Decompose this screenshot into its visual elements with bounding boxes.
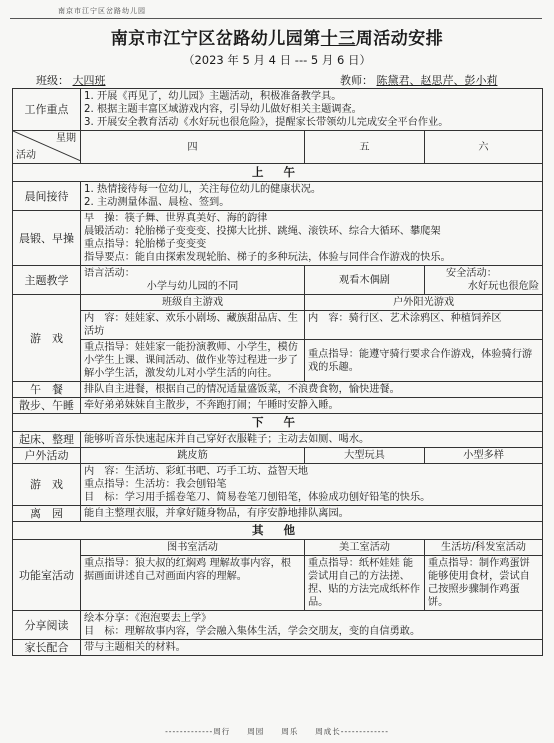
lunch-content: 排队自主进餐，根据自己的情况适量盛饭菜，不浪费食物，愉快进餐。: [81, 382, 543, 398]
reading-label: 分享阅读: [13, 611, 81, 640]
morning-game-title-row: [13, 295, 543, 311]
leave-row: [13, 506, 543, 522]
theme-saturday-value: 水好玩也很危险: [467, 281, 540, 292]
reception-item: 1. 热情接待每一位幼儿，关注每位幼儿的健康状况。: [84, 184, 322, 195]
afternoon-game-row: [13, 464, 543, 506]
afternoon-outdoor-thursday: 跳皮筋: [81, 448, 305, 464]
corner-activity: 活动: [16, 150, 36, 161]
teacher-label: 教师：: [340, 74, 373, 87]
function-room-title-row: [13, 540, 543, 556]
date-range: （2023 年 5 月 4 日 --- 5 月 6 日）: [182, 53, 372, 67]
outdoor-game-content: 内 容：骑行区、艺术涂鸦区、种植饲养区: [305, 311, 543, 340]
theme-thursday-value: 小学与幼儿园的不同: [146, 281, 239, 292]
afternoon-section-title: 下 午: [13, 414, 543, 432]
day-corner-cell: [13, 131, 81, 164]
theme-thursday-type: 语言活动：: [84, 268, 135, 279]
page-title: [0, 24, 554, 49]
lunch-row: [13, 382, 543, 398]
parent-row: [13, 640, 543, 656]
library-room-title: 图书室活动: [81, 540, 305, 556]
afternoon-game-line: 目 标：学习用手摇卷笔刀、简易卷笔刀刨铅笔，体验成功刨好铅笔的快乐。: [84, 492, 431, 503]
teacher-value: 陈黛君、赵思芹、彭小莉: [376, 74, 498, 87]
theme-friday-value: 观看木偶剧: [305, 266, 425, 295]
school-header-small: 南京市江宁区岔路幼儿园: [58, 7, 146, 15]
day-header-row: [13, 131, 543, 164]
outdoor-game-focus: 重点指导：能遵守骑行要求合作游戏，体验骑行游戏的乐趣。: [305, 340, 543, 382]
reception-item: 2. 主动测量体温、晨检、签到。: [84, 197, 230, 208]
morning-game-content-row: [13, 311, 543, 340]
walk-nap-content: 牵好弟弟妹妹自主散步，不奔跑打闹；午睡时安静入睡。: [81, 398, 543, 414]
other-section-title: 其 他: [13, 522, 543, 540]
day-friday: 五: [305, 131, 425, 164]
indoor-game-content: 内 容：娃娃家、欢乐小剧场、藏族甜品店、生活坊: [81, 311, 305, 340]
theme-label: 主题教学: [13, 266, 81, 295]
focus-row: [13, 89, 543, 131]
indoor-game-title: 班级自主游戏: [81, 295, 305, 311]
exercise-label: 晨锻、早操: [13, 211, 81, 266]
life-room-title: 生活坊/科发室活动: [425, 540, 543, 556]
teacher-info: [340, 72, 498, 88]
reception-row: [13, 182, 543, 211]
class-value: 大四班: [72, 74, 106, 87]
focus-item: 2. 根据主题丰富区域游戏内容，引导幼儿做好相关主题调查。: [84, 104, 362, 115]
week-number: 十三: [320, 29, 356, 49]
focus-content: [81, 89, 543, 131]
reception-label: 晨间接待: [13, 182, 81, 211]
reading-line: 目 标：理解故事内容，学会融入集体生活，学会交朋友，变的自信勇敢。: [84, 626, 421, 637]
function-room-content-row: [13, 556, 543, 611]
morning-section-title: 上 午: [13, 164, 543, 182]
wake-content: 能够听音乐快速起床并自己穿好衣服鞋子；主动去如厕、喝水。: [81, 432, 543, 448]
parent-label: 家长配合: [13, 640, 81, 656]
afternoon-outdoor-friday: 大型玩具: [305, 448, 425, 464]
afternoon-game-label: 游 戏: [13, 464, 81, 506]
afternoon-outdoor-row: [13, 448, 543, 464]
day-thursday: 四: [81, 131, 305, 164]
afternoon-outdoor-label: 户外活动: [13, 448, 81, 464]
leave-label: 离 园: [13, 506, 81, 522]
class-info: [36, 72, 106, 88]
wake-label: 起床、整理: [13, 432, 81, 448]
exercise-line: 指导要点：能自由探索发现轮胎、梯子的多种玩法，体验与同伴合作游戏的快乐。: [84, 252, 451, 263]
corner-weekday: 星期: [56, 133, 76, 144]
other-section-row: [13, 522, 543, 540]
morning-game-label: 游 戏: [13, 295, 81, 382]
exercise-content: [81, 211, 543, 266]
function-room-label: 功能室活动: [13, 540, 81, 611]
afternoon-outdoor-saturday: 小型多样: [425, 448, 543, 464]
parent-content: 带与主题相关的材料。: [81, 640, 543, 656]
afternoon-section-row: [13, 414, 543, 432]
library-room-content: 重点指导：狼大叔的红焖鸡 理解故事内容，根据画面讲述自己对画面内容的理解。: [81, 556, 305, 611]
afternoon-game-line: 内 容：生活坊、彩虹书吧、巧手工坊、益智天地: [84, 466, 309, 477]
theme-saturday: [425, 266, 543, 295]
exercise-line: 重点指导：轮胎梯子变变变: [84, 239, 207, 250]
leave-content: 能自主整理衣服，并拿好随身物品，有序安静地排队离园。: [81, 506, 543, 522]
exercise-row: [13, 211, 543, 266]
reading-content: [81, 611, 543, 640]
life-room-content: 重点指导：制作鸡蛋饼 能够使用食材，尝试自己按照步骤制作鸡蛋饼。: [425, 556, 543, 611]
reading-line: 绘本分享：《泡泡要去上学》: [84, 613, 212, 624]
afternoon-game-line: 重点指导：生活坊：我会刨铅笔: [84, 479, 227, 490]
focus-item: 3. 开展安全教育活动《水好玩也很危险》，提醒家长带领幼儿完成安全平台作业。: [84, 117, 449, 128]
schedule-table: [12, 88, 543, 656]
walk-nap-row: [13, 398, 543, 414]
lunch-label: 午 餐: [13, 382, 81, 398]
title-prefix: 南京市江宁区岔路幼儿园第: [110, 29, 321, 49]
theme-row: [13, 266, 543, 295]
exercise-line: 晨锻活动：轮胎梯子变变变、投掷大比拼、跳绳、滚铁环、综合大循环、攀爬架: [84, 226, 441, 237]
outdoor-game-title: 户外阳光游戏: [305, 295, 543, 311]
afternoon-game-content: [81, 464, 543, 506]
morning-section-row: [13, 164, 543, 182]
exercise-line: 早 操：筷子舞、世界真美好、海的韵律: [84, 213, 268, 224]
indoor-game-focus: 重点指导：娃娃家一能扮演教师、小学生，模仿小学生上课、课间活动、做作业等过程进一步了解小学生活，激发幼儿对小学生活的向往。: [81, 340, 305, 382]
focus-item: 1. 开展《再见了，幼儿园》主题活动，积极准备教学具。: [84, 91, 342, 102]
footer-slogan: -------------周行 周园 周乐 周成长-------------: [165, 727, 389, 736]
wake-row: [13, 432, 543, 448]
morning-game-focus-row: [13, 340, 543, 382]
theme-saturday-type: 安全活动：: [446, 268, 497, 279]
theme-thursday: [81, 266, 305, 295]
reception-content: [81, 182, 543, 211]
art-room-title: 美工室活动: [305, 540, 425, 556]
focus-label: 工作重点: [13, 89, 81, 131]
art-room-content: 重点指导：纸杯娃娃 能尝试用自己的方法搓、捏、贴的方法完成纸杯作品。: [305, 556, 425, 611]
class-label: 班级：: [36, 74, 69, 87]
reading-row: [13, 611, 543, 640]
header-rule: [10, 18, 542, 19]
walk-nap-label: 散步、午睡: [13, 398, 81, 414]
title-suffix: 周活动安排: [355, 29, 444, 49]
day-saturday: 六: [425, 131, 543, 164]
